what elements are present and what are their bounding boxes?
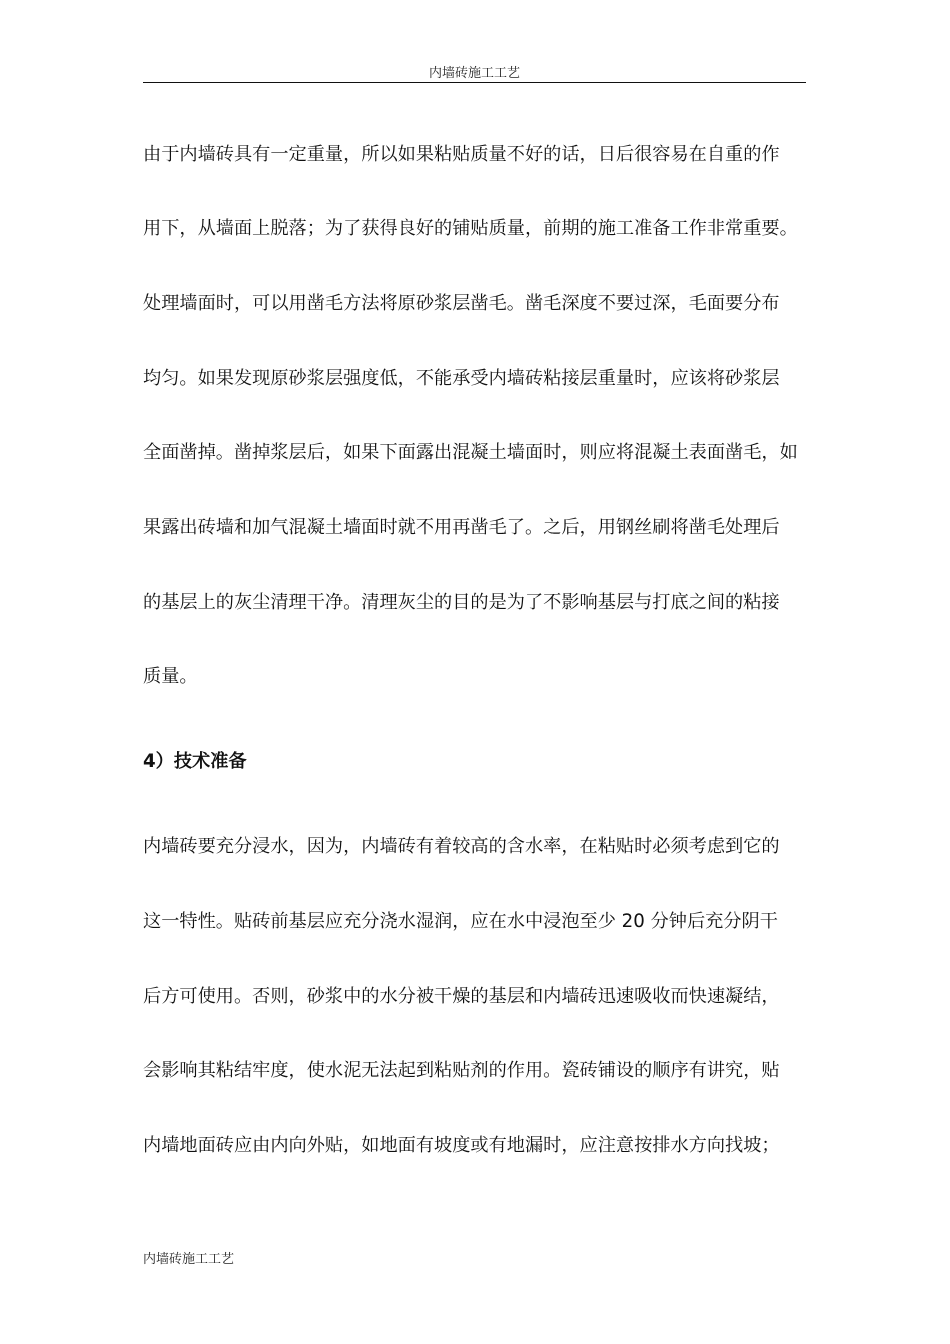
paragraph-line: 由于内墙砖具有一定重量，所以如果粘贴质量不好的话，日后很容易在自重的作 [143, 144, 780, 165]
paragraph-line: 用下，从墙面上脱落；为了获得良好的铺贴质量，前期的施工准备工作非常重要。 [143, 218, 798, 239]
header-divider [143, 82, 806, 83]
paragraph-line: 内墙地面砖应由内向外贴，如地面有坡度或有地漏时，应注意按排水方向找坡； [143, 1135, 780, 1156]
section-heading: 4）技术准备 [143, 751, 247, 772]
paragraph-line: 内墙砖要充分浸水，因为，内墙砖有着较高的含水率，在粘贴时必须考虑到它的 [143, 836, 780, 857]
paragraph-line: 均匀。如果发现原砂浆层强度低，不能承受内墙砖粘接层重量时，应该将砂浆层 [143, 368, 780, 389]
paragraph-line: 后方可使用。否则，砂浆中的水分被干燥的基层和内墙砖迅速吸收而快速凝结， [143, 986, 780, 1007]
paragraph-line: 全面凿掉。凿掉浆层后，如果下面露出混凝土墙面时，则应将混凝土表面凿毛，如 [143, 442, 798, 463]
paragraph-line: 这一特性。贴砖前基层应充分浇水湿润，应在水中浸泡至少 20 分钟后充分阴干 [143, 911, 778, 932]
paragraph-line: 果露出砖墙和加气混凝土墙面时就不用再凿毛了。之后，用钢丝刷将凿毛处理后 [143, 517, 780, 538]
paragraph-line: 处理墙面时，可以用凿毛方法将原砂浆层凿毛。凿毛深度不要过深，毛面要分布 [143, 293, 780, 314]
page-header-title: 内墙砖施工工艺 [428, 66, 520, 81]
paragraph-line: 质量。 [143, 666, 198, 687]
paragraph-line: 的基层上的灰尘清理干净。清理灰尘的目的是为了不影响基层与打底之间的粘接 [143, 592, 780, 613]
page-footer-title: 内墙砖施工工艺 [143, 1252, 235, 1267]
paragraph-line: 会影响其粘结牢度，使水泥无法起到粘贴剂的作用。瓷砖铺设的顺序有讲究，贴 [143, 1060, 780, 1081]
